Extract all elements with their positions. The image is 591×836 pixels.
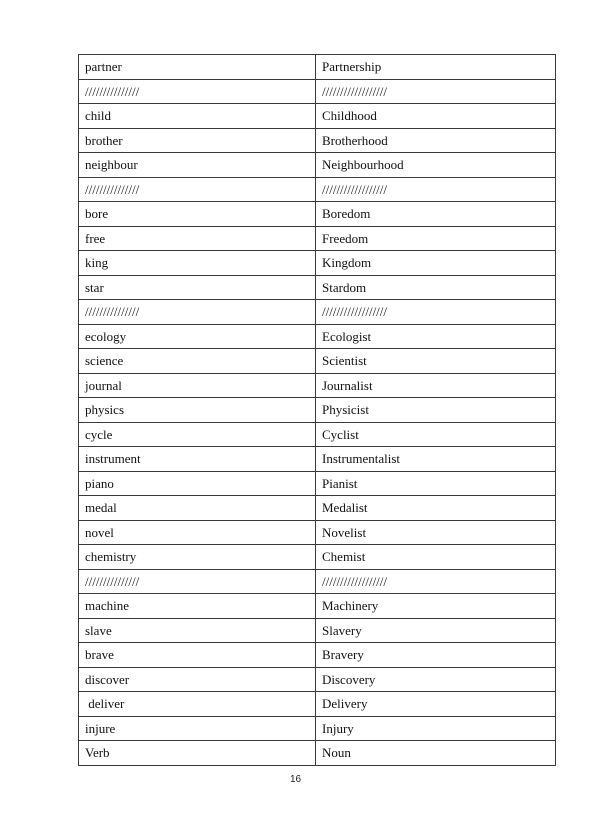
table-row [79,716,556,741]
noun-cell: Delivery [316,692,556,717]
verb-cell: science [79,349,316,374]
verb-cell: brave [79,643,316,668]
noun-cell: Kingdom [316,251,556,276]
verb-cell: discover [79,667,316,692]
word-formation-table-body [79,55,556,766]
table-row [79,55,556,80]
verb-cell: /////////////// [79,79,316,104]
verb-cell: Verb [79,741,316,766]
verb-cell: physics [79,398,316,423]
verb-cell: /////////////// [79,177,316,202]
noun-cell: ////////////////// [316,79,556,104]
noun-cell: Discovery [316,667,556,692]
noun-cell: Noun [316,741,556,766]
table-row [79,373,556,398]
noun-cell: Journalist [316,373,556,398]
noun-cell: Medalist [316,496,556,521]
table-row [79,275,556,300]
noun-cell: Novelist [316,520,556,545]
table-row [79,447,556,472]
noun-cell: Boredom [316,202,556,227]
page-number: 16 [289,774,302,785]
verb-cell: star [79,275,316,300]
table-row [79,153,556,178]
table-row [79,177,556,202]
table-row [79,422,556,447]
table-row [79,324,556,349]
table-row [79,692,556,717]
noun-cell: Partnership [316,55,556,80]
verb-cell: machine [79,594,316,619]
noun-cell: Cyclist [316,422,556,447]
table-row [79,520,556,545]
verb-cell: journal [79,373,316,398]
noun-cell: ////////////////// [316,177,556,202]
verb-cell: slave [79,618,316,643]
table-row [79,545,556,570]
verb-cell: ecology [79,324,316,349]
noun-cell: Ecologist [316,324,556,349]
verb-cell: neighbour [79,153,316,178]
noun-cell: Instrumentalist [316,447,556,472]
verb-cell: child [79,104,316,129]
table-row [79,251,556,276]
verb-cell: instrument [79,447,316,472]
noun-cell: Slavery [316,618,556,643]
table-row [79,398,556,423]
noun-cell: Injury [316,716,556,741]
noun-cell: Bravery [316,643,556,668]
table-row [79,226,556,251]
verb-cell: king [79,251,316,276]
verb-cell: injure [79,716,316,741]
verb-cell: chemistry [79,545,316,570]
table-row [79,594,556,619]
noun-cell: Physicist [316,398,556,423]
verb-cell: free [79,226,316,251]
table-row [79,300,556,325]
noun-cell: Pianist [316,471,556,496]
noun-cell: Childhood [316,104,556,129]
verb-cell: piano [79,471,316,496]
table-row [79,741,556,766]
noun-cell: Stardom [316,275,556,300]
verb-cell: /////////////// [79,569,316,594]
verb-cell: deliver [79,692,316,717]
noun-cell: Neighbourhood [316,153,556,178]
table-row [79,471,556,496]
table-row [79,128,556,153]
table-row [79,104,556,129]
table-row [79,349,556,374]
verb-cell: /////////////// [79,300,316,325]
noun-cell: Scientist [316,349,556,374]
word-formation-table [78,54,556,766]
verb-cell: partner [79,55,316,80]
table-row [79,569,556,594]
verb-cell: medal [79,496,316,521]
noun-cell: ////////////////// [316,300,556,325]
verb-cell: bore [79,202,316,227]
table-row [79,79,556,104]
table-row [79,496,556,521]
noun-cell: Brotherhood [316,128,556,153]
verb-cell: cycle [79,422,316,447]
noun-cell: Machinery [316,594,556,619]
verb-cell: novel [79,520,316,545]
noun-cell: Freedom [316,226,556,251]
table-row [79,618,556,643]
verb-cell: brother [79,128,316,153]
table-row [79,667,556,692]
table-row [79,202,556,227]
table-row [79,643,556,668]
noun-cell: Chemist [316,545,556,570]
noun-cell: ////////////////// [316,569,556,594]
